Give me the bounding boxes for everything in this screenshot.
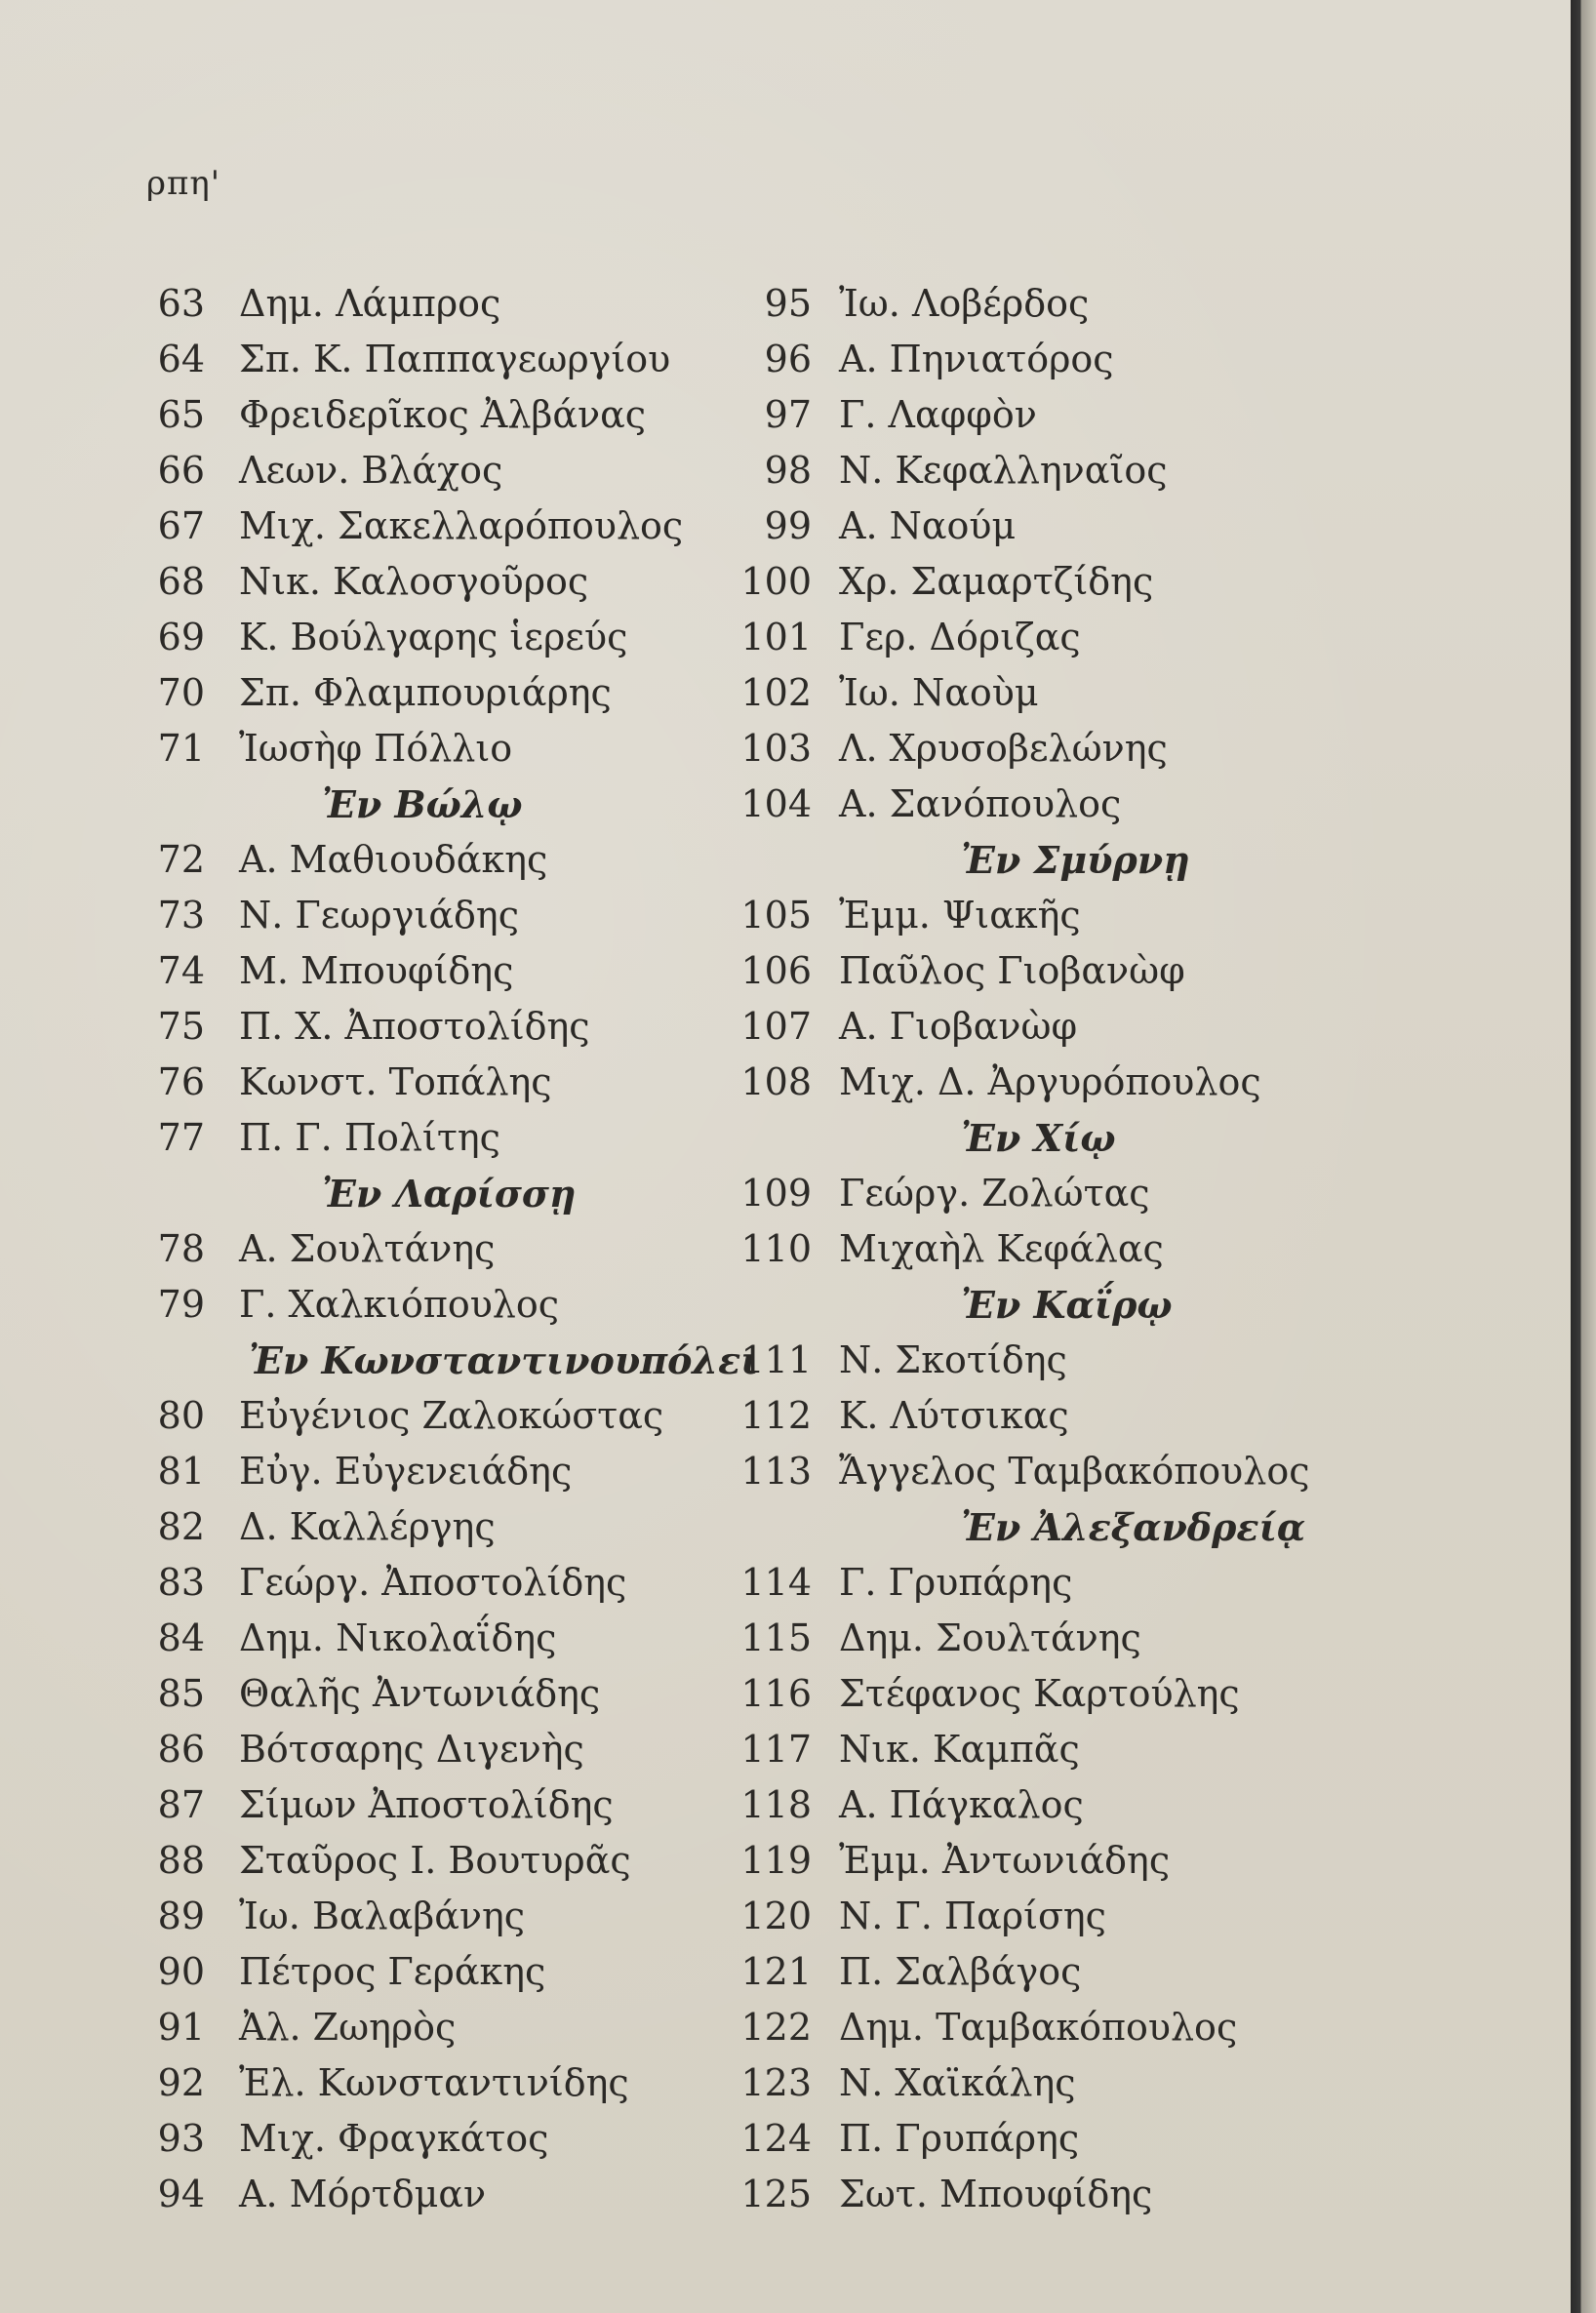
entry-name: Μιχ. Σακελλαρόπουλος [239, 504, 684, 547]
list-item [722, 721, 1307, 777]
entry-name: Ἐλ. Κωνσταντινίδης [239, 2061, 629, 2104]
entry-name: Εὐγένιος Ζαλοκώστας [239, 1394, 664, 1437]
list-item [0, 1110, 741, 1166]
entry-number: 81 [157, 1450, 205, 1493]
entry-number: 95 [764, 282, 812, 325]
section-heading [0, 777, 741, 832]
list-item [722, 443, 1307, 498]
entry-name: Α. Μαθιουδάκης [239, 838, 548, 881]
entry-number: 86 [157, 1728, 205, 1771]
entry-name: Ν. Σκοτίδης [839, 1338, 1067, 1381]
entry-name: Δημ. Λάμπρος [239, 282, 501, 325]
section-heading-text: Ἐν Λαρίσσῃ [322, 1172, 577, 1216]
list-item [0, 943, 741, 999]
entry-number: 69 [157, 616, 205, 658]
entry-name: Νικ. Καμπᾶς [839, 1728, 1080, 1771]
entry-name: Ἰω. Ναοὺμ [839, 671, 1039, 714]
list-item [722, 1555, 1307, 1611]
entry-name: Σταῦρος Ι. Βουτυρᾶς [239, 1839, 631, 1882]
list-item [0, 1388, 741, 1444]
list-item [0, 1221, 741, 1277]
entry-number: 80 [157, 1394, 205, 1437]
entry-number: 68 [157, 560, 205, 603]
entry-number: 63 [157, 282, 205, 325]
list-item [0, 1666, 741, 1722]
entry-number: 79 [157, 1283, 205, 1326]
entry-name: Π. Γ. Πολίτης [239, 1116, 500, 1159]
entry-number: 74 [157, 949, 205, 992]
entry-number: 82 [157, 1505, 205, 1548]
list-item [722, 1611, 1307, 1666]
list-item [722, 1889, 1307, 1944]
entry-number: 118 [740, 1783, 812, 1826]
list-item [722, 1666, 1307, 1722]
list-item [0, 387, 741, 443]
entry-name: Ἰω. Λοβέρδος [839, 282, 1090, 325]
entry-name: Κ. Βούλγαρης ἱερεύς [239, 616, 628, 658]
entry-name: Θαλῆς Ἀντωνιάδης [239, 1672, 601, 1715]
list-item [0, 999, 741, 1055]
page-number: ρπη' [146, 164, 221, 203]
list-item [722, 498, 1307, 554]
list-item [722, 943, 1307, 999]
entry-name: Σίμων Ἀποστολίδης [239, 1783, 614, 1826]
entry-number: 85 [157, 1672, 205, 1715]
entry-name: Π. Γρυπάρης [839, 2117, 1080, 2160]
entry-number: 89 [157, 1894, 205, 1937]
entry-name: Μιχαὴλ Κεφάλας [839, 1227, 1164, 1270]
list-item [722, 554, 1307, 610]
entry-name: Κ. Λύτσικας [839, 1394, 1069, 1437]
entry-number: 104 [740, 782, 812, 825]
entry-number: 114 [740, 1561, 812, 1604]
entry-name: Ἐμμ. Ψιακῆς [839, 894, 1081, 937]
section-heading-text: Ἐν Καΐρῳ [961, 1283, 1173, 1327]
entry-number: 119 [740, 1839, 812, 1882]
list-item [722, 1388, 1307, 1444]
section-heading [722, 832, 1307, 888]
list-item [722, 888, 1307, 943]
entry-number: 98 [764, 449, 812, 492]
list-item [722, 1444, 1310, 1499]
entry-number: 64 [157, 338, 205, 380]
entry-number: 76 [157, 1060, 205, 1103]
list-item [722, 1221, 1307, 1277]
entry-name: Γερ. Δόριζας [839, 616, 1081, 658]
entry-number: 105 [740, 894, 812, 937]
list-item [0, 1889, 741, 1944]
list-item [722, 276, 1307, 332]
entry-number: 108 [740, 1060, 812, 1103]
list-item [722, 1166, 1307, 1221]
list-item [722, 2000, 1307, 2055]
list-item [722, 1777, 1307, 1833]
entry-number: 112 [740, 1394, 812, 1437]
section-heading [722, 1277, 1307, 1333]
entry-name: Σωτ. Μπουφίδης [839, 2173, 1153, 2215]
entry-name: Εὐγ. Εὐγενειάδης [239, 1450, 573, 1493]
section-heading-text: Ἐν Σμύρνῃ [961, 838, 1190, 882]
list-item [0, 1944, 741, 2000]
entry-name: Ἰω. Βαλαβάνης [239, 1894, 526, 1937]
list-item [0, 1611, 741, 1666]
entry-name: Σπ. Φλαμπουριάρης [239, 671, 612, 714]
entry-name: Α. Σανόπουλος [839, 782, 1122, 825]
entry-name: Γεώργ. Ἀποστολίδης [239, 1561, 627, 1604]
entry-number: 125 [740, 2173, 812, 2215]
list-item [0, 1277, 741, 1333]
entry-name: Δημ. Νικολαΐδης [239, 1616, 557, 1659]
list-item [722, 665, 1307, 721]
entry-number: 66 [157, 449, 205, 492]
entry-number: 123 [740, 2061, 812, 2104]
list-item [0, 721, 741, 777]
list-item [0, 888, 741, 943]
list-item [0, 498, 741, 554]
entry-number: 120 [740, 1894, 812, 1937]
list-item [722, 777, 1307, 832]
entry-number: 100 [740, 560, 812, 603]
entry-number: 116 [740, 1672, 812, 1715]
entry-number: 88 [157, 1839, 205, 1882]
entry-number: 97 [764, 393, 812, 436]
entry-name: Γεώργ. Ζολώτας [839, 1172, 1150, 1215]
entry-name: Α. Ναούμ [839, 504, 1017, 547]
list-item [0, 443, 741, 498]
entry-number: 91 [157, 2006, 205, 2049]
list-item [722, 999, 1307, 1055]
entry-number: 93 [157, 2117, 205, 2160]
entry-name: Χρ. Σαμαρτζίδης [839, 560, 1154, 603]
section-heading-text: Ἐν Χίῳ [961, 1116, 1116, 1160]
entry-name: Ἰωσὴφ Πόλλιο [239, 727, 513, 770]
section-heading [0, 1333, 759, 1388]
list-item [0, 610, 741, 665]
entry-name: Φρειδερῖκος Ἀλβάνας [239, 393, 647, 436]
book-binding-edge [1571, 0, 1596, 2313]
entry-number: 107 [740, 1005, 812, 1048]
entry-number: 94 [157, 2173, 205, 2215]
entry-name: Ν. Χαϊκάλης [839, 2061, 1076, 2104]
list-item [0, 276, 741, 332]
list-item [0, 554, 741, 610]
entry-number: 124 [740, 2117, 812, 2160]
entry-name: Νικ. Καλοσγοῦρος [239, 560, 589, 603]
entry-number: 117 [740, 1728, 812, 1771]
entry-name: Βότσαρης Διγενὴς [239, 1728, 584, 1771]
entry-name: Α. Πάγκαλος [839, 1783, 1084, 1826]
list-item [722, 387, 1307, 443]
entry-name: Γ. Γρυπάρης [839, 1561, 1073, 1604]
list-item [0, 1055, 741, 1110]
entry-name: Ἄγγελος Ταμβακόπουλος [839, 1450, 1310, 1493]
entry-number: 92 [157, 2061, 205, 2104]
entry-number: 106 [740, 949, 812, 992]
list-item [722, 1333, 1307, 1388]
entry-number: 96 [764, 338, 812, 380]
list-item [722, 1722, 1307, 1777]
list-item [0, 2000, 741, 2055]
entry-name: Μ. Μπουφίδης [239, 949, 514, 992]
entry-name: Δ. Καλλέργης [239, 1505, 496, 1548]
list-item [0, 1555, 741, 1611]
entry-number: 122 [740, 2006, 812, 2049]
entry-number: 65 [157, 393, 205, 436]
entry-number: 87 [157, 1783, 205, 1826]
list-item [0, 665, 741, 721]
entry-name: Μιχ. Δ. Ἀργυρόπουλος [839, 1060, 1261, 1103]
list-item [0, 1499, 741, 1555]
list-item [0, 2167, 741, 2222]
list-item [722, 610, 1307, 665]
entry-name: Λεων. Βλάχος [239, 449, 503, 492]
entry-number: 90 [157, 1950, 205, 1993]
entry-number: 75 [157, 1005, 205, 1048]
entry-name: Π. Σαλβάγος [839, 1950, 1082, 1993]
entry-name: Σπ. Κ. Παππαγεωργίου [239, 338, 671, 380]
entry-name: Α. Σουλτάνης [239, 1227, 496, 1270]
entry-number: 101 [740, 616, 812, 658]
entry-name: Πέτρος Γεράκης [239, 1950, 546, 1993]
entry-number: 115 [740, 1616, 812, 1659]
entry-number: 111 [740, 1338, 812, 1381]
entry-number: 121 [740, 1950, 812, 1993]
list-item [722, 2111, 1307, 2167]
entry-name: Μιχ. Φραγκάτος [239, 2117, 549, 2160]
entry-number: 70 [157, 671, 205, 714]
entry-number: 73 [157, 894, 205, 937]
list-item [722, 2167, 1307, 2222]
list-item [0, 332, 741, 387]
entry-number: 67 [157, 504, 205, 547]
right-column [722, 276, 1310, 2222]
entry-name: Ν. Γεωργιάδης [239, 894, 519, 937]
section-heading-text: Ἐν Ἀλεξανδρείᾳ [961, 1505, 1306, 1549]
entry-number: 109 [740, 1172, 812, 1215]
entry-number: 102 [740, 671, 812, 714]
entry-name: Α. Γιοβανὼφ [839, 1005, 1078, 1048]
section-heading-text: Ἐν Βώλῳ [322, 782, 523, 826]
list-item [0, 2055, 741, 2111]
entry-name: Π. Χ. Ἀποστολίδης [239, 1005, 590, 1048]
entry-name: Ἐμμ. Ἀντωνιάδης [839, 1839, 1171, 1882]
entry-name: Α. Πηνιατόρος [839, 338, 1114, 380]
list-item [722, 332, 1307, 387]
left-column [0, 276, 759, 2222]
entry-number: 78 [157, 1227, 205, 1270]
entry-name: Κωνστ. Τοπάλης [239, 1060, 552, 1103]
section-heading [0, 1166, 741, 1221]
entry-number: 71 [157, 727, 205, 770]
entry-name: Ν. Γ. Παρίσης [839, 1894, 1106, 1937]
section-heading [722, 1499, 1307, 1555]
entry-number: 113 [740, 1450, 812, 1493]
list-item [722, 1833, 1307, 1889]
list-item [0, 1777, 741, 1833]
entry-number: 83 [157, 1561, 205, 1604]
list-item [722, 1944, 1307, 2000]
entry-name: Παῦλος Γιοβανὼφ [839, 949, 1185, 992]
entry-number: 72 [157, 838, 205, 881]
entry-name: Α. Μόρτδμαν [239, 2173, 487, 2215]
entry-name: Γ. Χαλκιόπουλος [239, 1283, 560, 1326]
entry-number: 99 [764, 504, 812, 547]
list-item [0, 1833, 741, 1889]
section-heading [722, 1110, 1307, 1166]
entry-name: Λ. Χρυσοβελώνης [839, 727, 1168, 770]
entry-name: Δημ. Σουλτάνης [839, 1616, 1141, 1659]
entry-number: 84 [157, 1616, 205, 1659]
list-item [722, 1055, 1307, 1110]
list-item [0, 2111, 741, 2167]
list-item [0, 1444, 741, 1499]
entry-name: Ν. Κεφαλληναῖος [839, 449, 1168, 492]
section-heading-text: Ἐν Κωνσταντινουπόλει [249, 1338, 759, 1382]
list-item [0, 832, 741, 888]
entry-name: Δημ. Ταμβακόπουλος [839, 2006, 1238, 2049]
list-item [0, 1722, 741, 1777]
entry-name: Ἀλ. Ζωηρὸς [239, 2006, 457, 2049]
entry-number: 103 [740, 727, 812, 770]
entry-number: 77 [157, 1116, 205, 1159]
entry-name: Στέφανος Καρτούλης [839, 1672, 1240, 1715]
list-item [722, 2055, 1307, 2111]
entry-number: 110 [740, 1227, 812, 1270]
entry-name: Γ. Λαφφὸν [839, 393, 1037, 436]
